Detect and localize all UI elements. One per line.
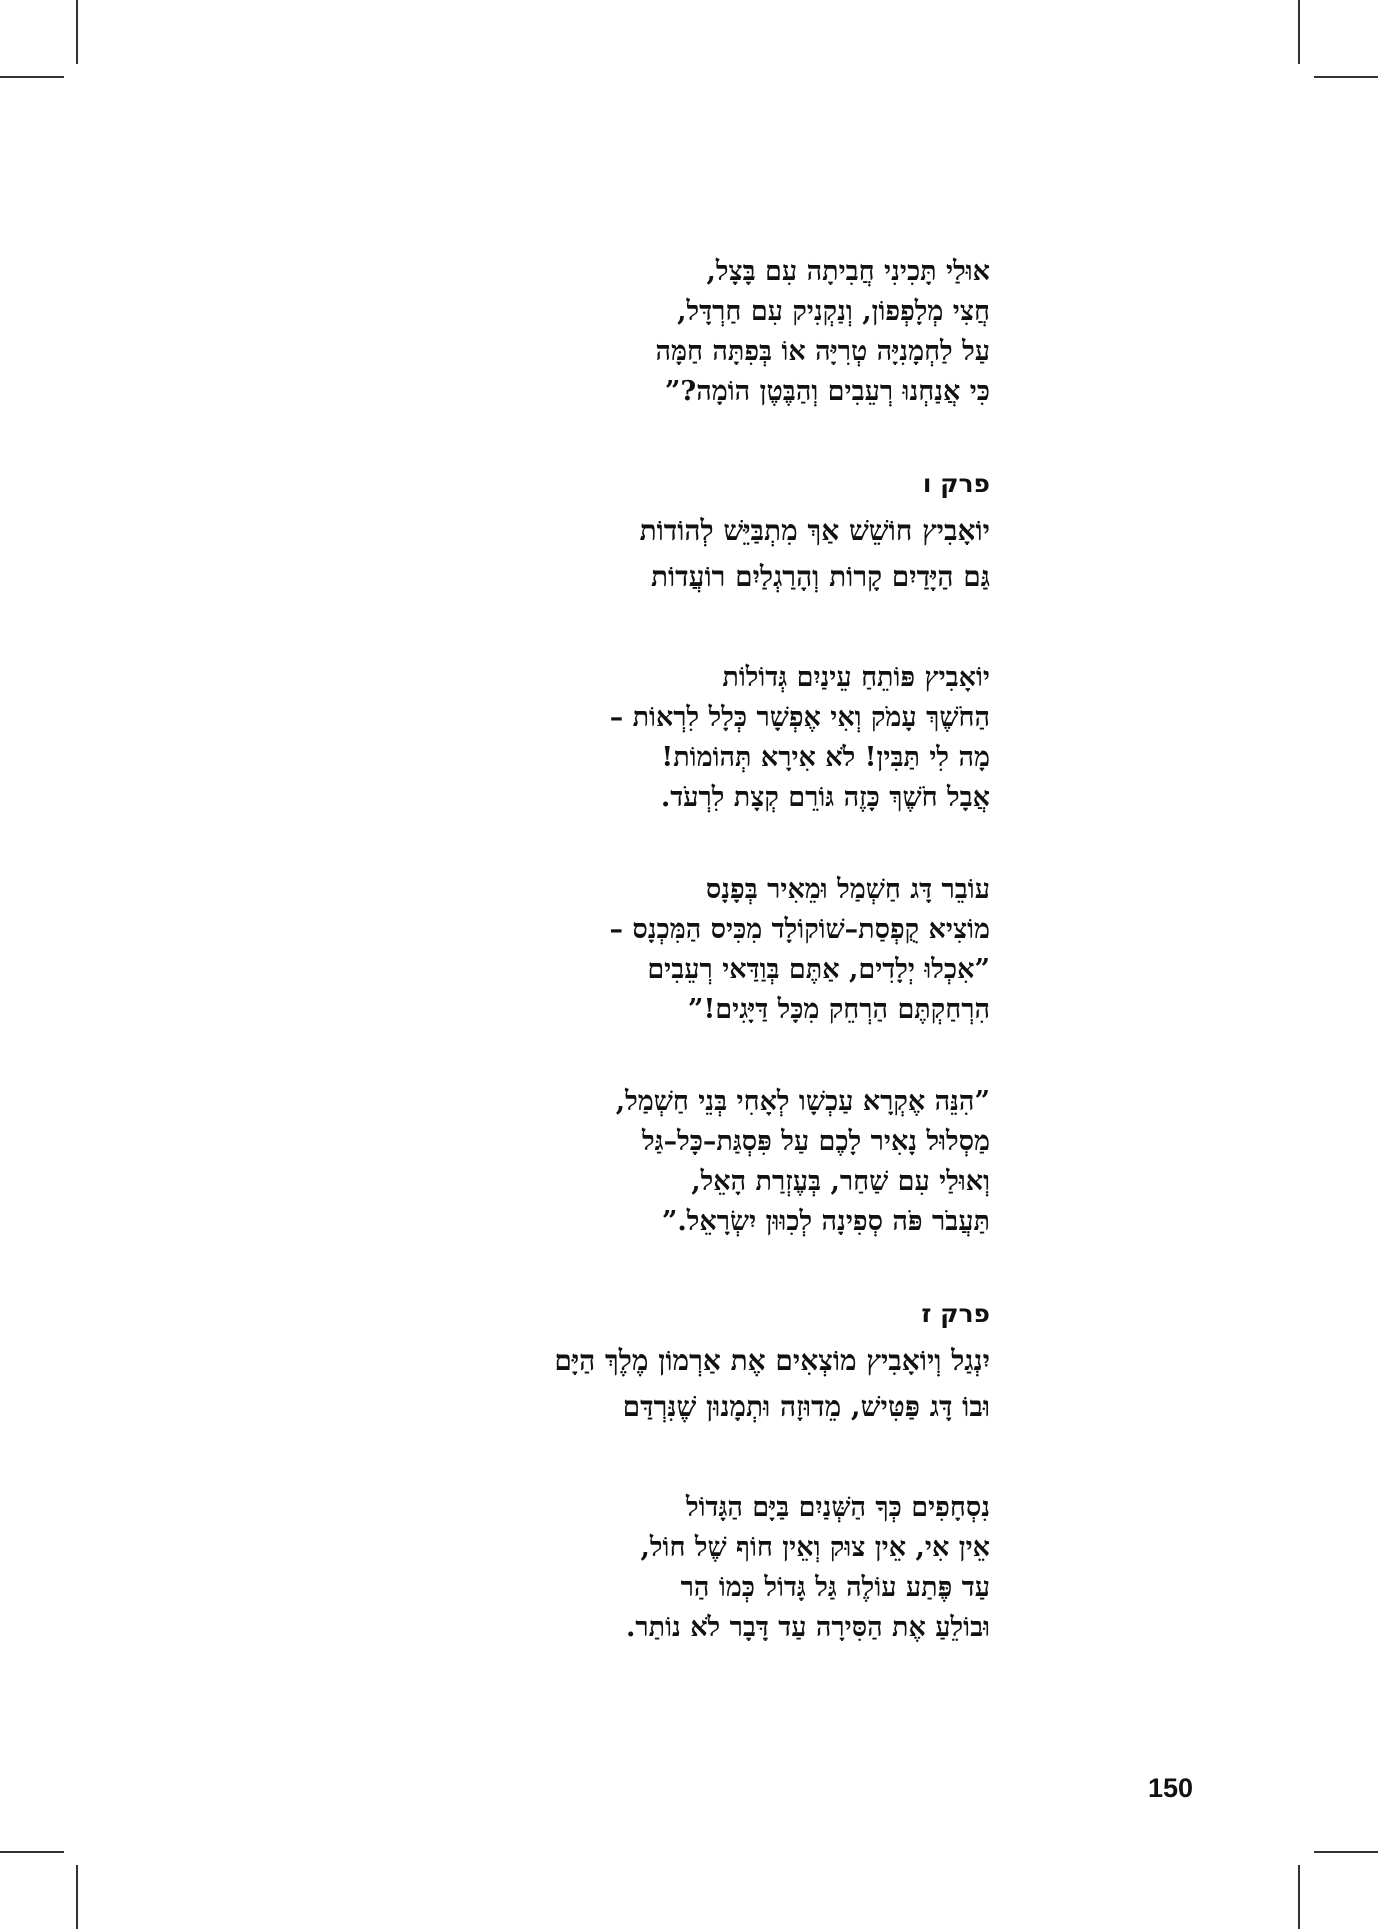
crop-mark-bottom-left-h (0, 1851, 64, 1853)
verse-line: עַל לַחְמָנִיָּה טְרִיָּה אוֹ בְּפִתָּה חַמָּה (655, 336, 990, 367)
verse-line: אֲבָל חֹשֶׁךְ כָּזֶה גּוֹרֵם קְצָת לִרְעֹד. (660, 782, 990, 813)
verse-line: כִּי אֲנַחְנוּ רְעֵבִים וְהַבֶּטֶן הוֹמָה?” (664, 376, 990, 407)
verse-line: אֵין אִי, אֵין צוּק וְאֵין חוֹף שֶׁל חוֹל, (640, 1532, 990, 1563)
crop-mark-bottom-left (76, 1865, 78, 1929)
chapter-subtitle-line: גַּם הַיָּדַיִם קָרוֹת וְהָרַגְלַיִם רוֹעֲדוֹת (650, 560, 990, 593)
verse-line: יוֹאָבִיץ פּוֹתֵחַ עֵינַיִם גְּדוֹלוֹת (722, 662, 990, 693)
verse-line: ”אִכְלוּ יְלָדִים, אַתֶּם בְּוַדַּאי רְעֵבִים (647, 954, 990, 985)
crop-mark-top-left (76, 0, 78, 64)
chapter-heading (290, 464, 990, 600)
verse-line: ”הִנֵּה אֶקְרָא עַכְשָׁו לְאָחִי בְּנֵי חַשְׁמַל, (615, 1086, 990, 1117)
stanza (290, 870, 990, 1030)
crop-mark-top-right (1298, 0, 1300, 64)
verse-line: נִסְחָפִים כְּךָ הַשְּׁנַיִם בַּיָּם הַגָּדוֹל (685, 1492, 990, 1523)
stanza (290, 252, 990, 412)
verse-line: מוֹצִיא קֻפְסַת–שׁוֹקוֹלָד מִכִּיס הַמִּכְנָס – (609, 914, 990, 945)
chapter-subtitle-line: וּבוֹ דָּג פַּטִּישׁ, מֵדוּזָה וּתְמָנוּן שֶׁנִּרְדַּם (622, 1390, 990, 1423)
chapter-title: פרק ו (922, 469, 990, 498)
verse-line: מַסְלוּל נָאִיר לָכֶם עַל פִּסְגַּת–כָּל–גַּל (642, 1126, 990, 1157)
verse-line: חֲצִי מְלָפְפוֹן, וְנַקְנִיק עִם חַרְדָּל, (677, 296, 990, 327)
page-number: 150 (1148, 1773, 1194, 1803)
chapter-title: פרק ז (921, 1299, 990, 1328)
page-content (290, 252, 990, 1700)
crop-mark-bottom-right (1298, 1865, 1300, 1929)
chapter-heading (290, 1294, 990, 1430)
stanza (290, 658, 990, 818)
crop-mark-top-left-h (0, 76, 64, 78)
stanza (290, 1488, 990, 1648)
crop-mark-top-right-h (1314, 76, 1378, 78)
verse-line: הַחֹשֶׁךְ עָמֹק וְאִי אֶפְשָׁר כְּלָל לִרְאוֹת – (609, 702, 990, 733)
verse-line: וְאוּלַי עִם שַׁחַר, בְּעֶזְרַת הָאֵל, (691, 1166, 990, 1197)
verse-line: עוֹבֵר דָּג חַשְׁמַל וּמֵאִיר בְּפָנָס (705, 874, 990, 905)
verse-line: עַד פֶּתַע עוֹלֶה גַּל גָּדוֹל כְּמוֹ הַר (680, 1572, 990, 1603)
verse-line: תַּעֲבֹר פֹּה סְפִינָה לְכִוּוּן יִשְׂרָאֵל.” (661, 1206, 990, 1237)
crop-mark-bottom-right-h (1314, 1851, 1378, 1853)
verse-line: הִרְחַקְתֶּם הַרְחֵק מִכָּל דַּיָּגִים!” (687, 994, 990, 1025)
chapter-subtitle-line: יוֹאָבִיץ חוֹשֵׁשׁ אַךְ מִתְבַּיֵּשׁ לְהוֹדוֹת (639, 514, 990, 547)
verse-line: מָה לִי תַּבִּין! לֹא אִירָא תְּהוֹמוֹת! (661, 742, 990, 773)
chapter-subtitle-line: יִנְגַל וְיוֹאָבִיץ מוֹצְאִים אֶת אַרְמוֹן מֶלֶךְ הַיָּם (554, 1344, 990, 1377)
verse-line: אוּלַי תָּכִינִי חֲבִיתָה עִם בָּצָל, (706, 256, 990, 287)
stanza (290, 1082, 990, 1242)
verse-line: וּבוֹלֵעַ אֶת הַסִּירָה עַד דָּבָר לֹא נוֹתַר. (625, 1612, 990, 1643)
